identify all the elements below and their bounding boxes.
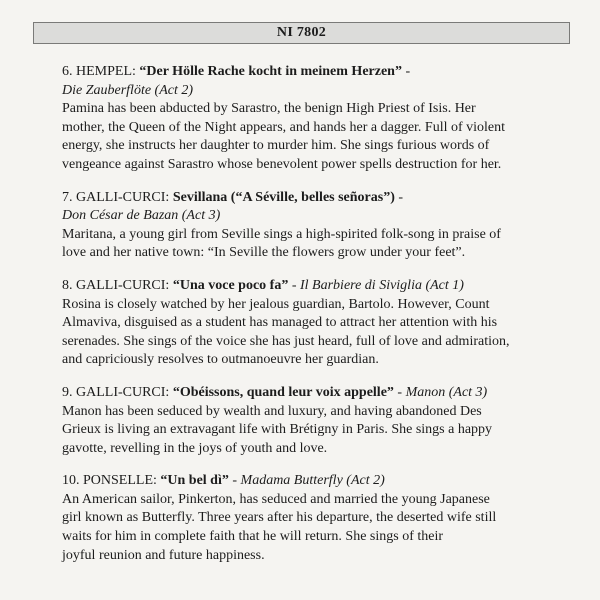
track-entry <box>62 277 562 370</box>
synopsis-line: and capriciously resolves to outmanoeuvre her guardian. <box>62 352 379 368</box>
track-title-line <box>62 189 562 208</box>
synopsis-line: joyful reunion and future happiness. <box>62 547 265 563</box>
track-opera-inline: Il Barbiere di Siviglia (Act 1) <box>300 277 464 293</box>
track-title-line <box>62 384 562 403</box>
track-title-line <box>62 472 562 491</box>
track-artist: GALLI-CURCI: <box>76 384 170 400</box>
synopsis-line: energy, she instructs her daughter to murder him. She sings furious words of <box>62 138 490 154</box>
track-number: 8. <box>62 277 73 293</box>
catalog-number: NI 7802 <box>276 25 327 40</box>
track-title-line <box>62 63 562 82</box>
track-synopsis <box>62 226 562 263</box>
track-synopsis <box>62 100 562 174</box>
track-number: 7. <box>62 189 73 205</box>
title-separator: - <box>288 277 300 293</box>
synopsis-line: An American sailor, Pinkerton, has seduced and married the young Japanese <box>62 491 490 507</box>
synopsis-line: Grieux is living an extravagant life with Brétigny in Paris. She sings a happy <box>62 422 493 438</box>
track-synopsis <box>62 403 562 459</box>
track-title-line <box>62 277 562 296</box>
synopsis-line: vengeance against Sarastro whose benevolent power spells destruction for her. <box>62 156 502 172</box>
track-song-title: Sevillana (“A Séville, belles señoras”) <box>172 189 395 205</box>
track-artist: PONSELLE: <box>83 473 157 489</box>
track-opera-inline: Manon (Act 3) <box>405 384 488 400</box>
track-number: 10. <box>62 473 80 489</box>
synopsis-line: serenades. She sings of the voice she has just heard, full of love and admiration, <box>62 333 510 349</box>
synopsis-line: Manon has been seduced by wealth and luxury, and having abandoned Des <box>62 403 482 419</box>
synopsis-line: Almaviva, disguised as a student has managed to attract her attention with his <box>62 315 498 331</box>
track-song-title: “Der Hölle Rache kocht in meinem Herzen” <box>139 64 402 79</box>
track-notes <box>62 63 562 579</box>
synopsis-line: gavotte, revelling in the joys of youth and love. <box>62 440 328 456</box>
track-number: 6. <box>62 64 73 79</box>
track-song-title: “Un bel dì” <box>160 473 229 489</box>
synopsis-line: love and her native town: “In Seville the flowers grow under your feet”. <box>62 245 466 261</box>
synopsis-line: Maritana, a young girl from Seville sings a high-spirited folk-song in praise of <box>62 226 501 242</box>
synopsis-line: waits for him in complete faith that he will return. She sings of their <box>62 529 444 545</box>
track-number: 9. <box>62 384 73 400</box>
track-entry <box>62 63 562 175</box>
title-separator: - <box>394 189 404 205</box>
track-entry <box>62 384 562 458</box>
track-entry <box>62 472 562 565</box>
track-artist: GALLI-CURCI: <box>76 277 170 293</box>
title-separator: - <box>393 384 406 400</box>
synopsis-line: Pamina has been abducted by Sarastro, the benign High Priest of Isis. Her <box>62 101 476 117</box>
catalog-header <box>33 22 570 44</box>
track-artist: HEMPEL: <box>76 64 136 79</box>
track-entry <box>62 189 562 263</box>
track-opera: Die Zauberflöte (Act 2) <box>62 82 194 98</box>
title-separator: - <box>401 64 411 79</box>
track-song-title: “Una voce poco fa” <box>172 277 289 293</box>
track-artist: GALLI-CURCI: <box>76 189 170 205</box>
title-separator: - <box>228 473 241 489</box>
track-song-title: “Obéissons, quand leur voix appelle” <box>172 384 394 400</box>
track-opera-inline: Madama Butterfly (Act 2) <box>240 473 385 489</box>
synopsis-line: Rosina is closely watched by her jealous guardian, Bartolo. However, Count <box>62 296 490 312</box>
track-synopsis <box>62 491 562 565</box>
synopsis-line: girl known as Butterfly. Three years after his departure, the deserted wife still <box>62 510 497 526</box>
track-synopsis <box>62 296 562 370</box>
track-opera: Don César de Bazan (Act 3) <box>62 208 221 224</box>
synopsis-line: mother, the Queen of the Night appears, and hands her a dagger. Full of violent <box>62 119 506 135</box>
